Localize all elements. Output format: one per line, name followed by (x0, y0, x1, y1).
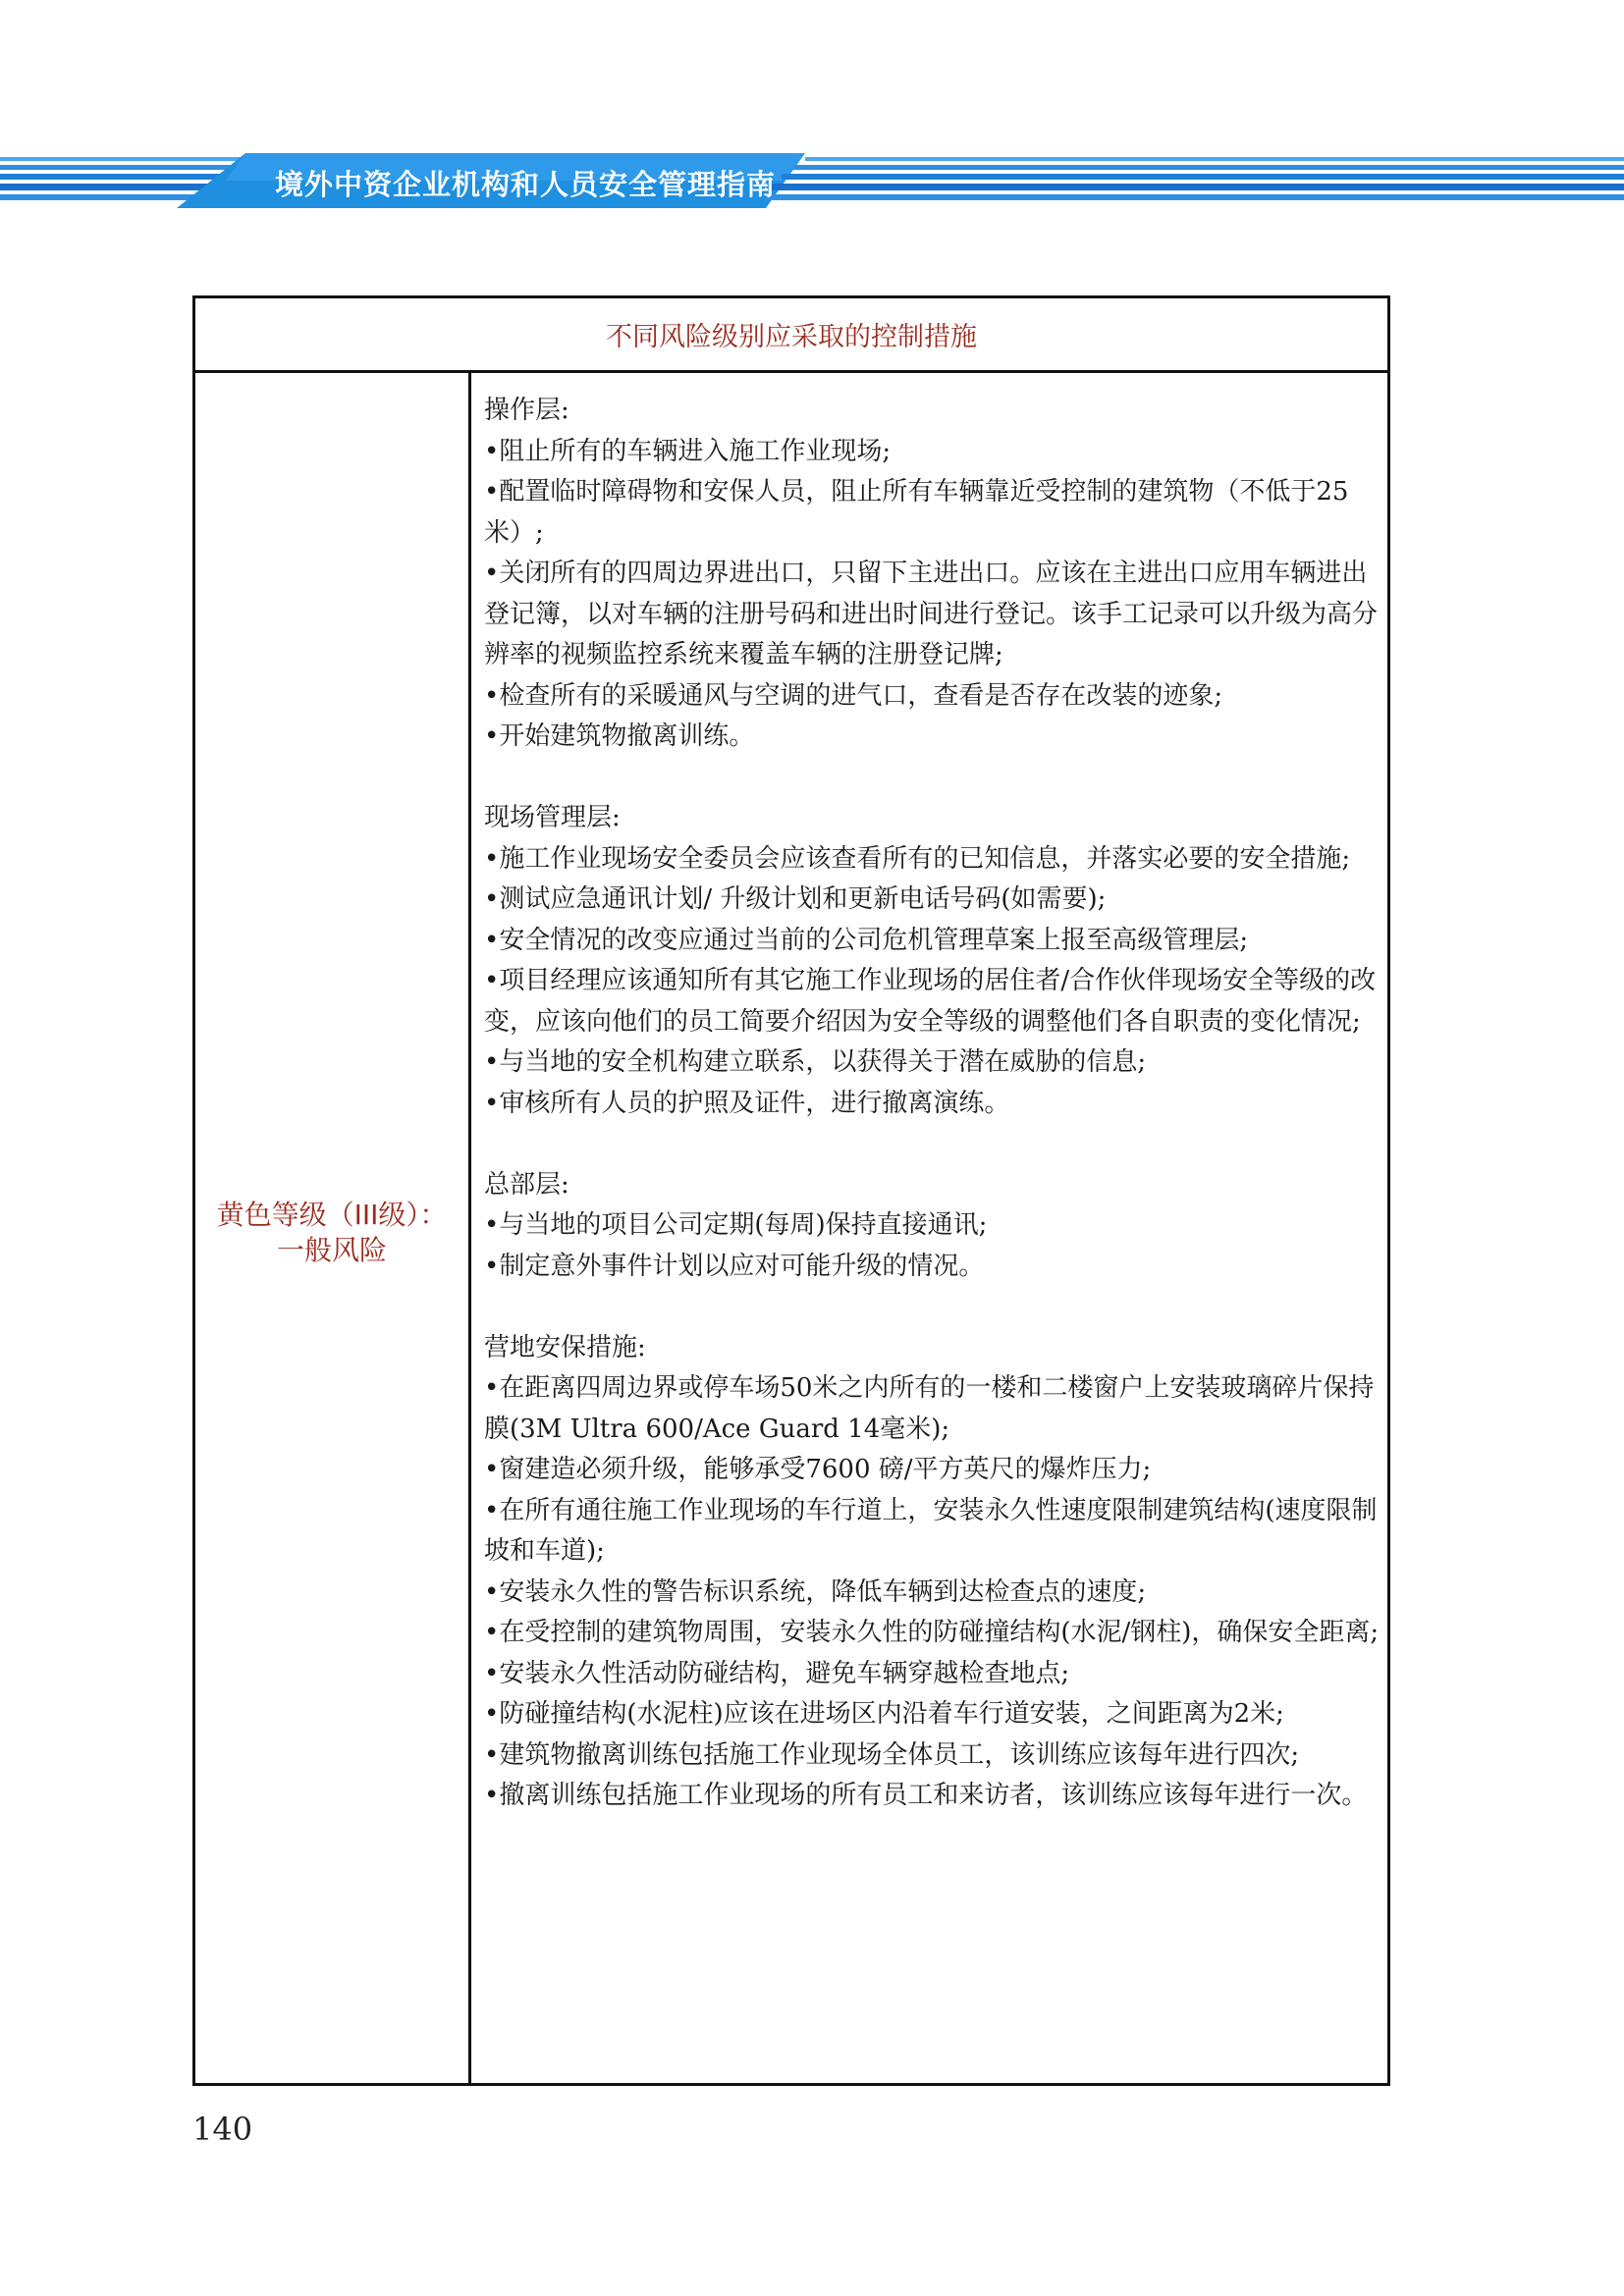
list-item: •关闭所有的四周边界进出口，只留下主进出口。应该在主进出口应用车辆进出登记簿，以对车辆的注册号码和进出时间进行登记。该手工记录可以升级为高分辨率的视频监控系统来覆盖车辆的注册登记牌; (484, 559, 1379, 669)
section-title: 现场管理层: (484, 803, 621, 832)
measures-cell (471, 373, 1387, 2083)
list-item: •测试应急通讯计划/ 升级计划和更新电话号码(如需要); (484, 884, 1107, 914)
section-gap (484, 1287, 1381, 1328)
list-item: •与当地的安全机构建立联系，以获得关于潜在威胁的信息; (484, 1047, 1147, 1077)
list-item: •安全情况的改变应通过当前的公司危机管理草案上报至高级管理层; (484, 925, 1249, 955)
list-item: •在距离四周边界或停车场50米之内所有的一楼和二楼窗户上安装玻璃碎片保持膜(3M Ultra 600/Ace Guard 14毫米); (484, 1373, 1375, 1444)
list-item: •安装永久性的警告标识系统，降低车辆到达检查点的速度; (484, 1576, 1147, 1607)
section-gap (484, 758, 1381, 799)
list-item: •在受控制的建筑物周围，安装永久性的防碰撞结构(水泥/钢柱)，确保安全距离; (484, 1618, 1380, 1647)
section-site-management (484, 798, 1381, 1124)
list-item: •项目经理应该通知所有其它施工作业现场的居住者/合作伙伴现场安全等级的改变，应该向他们的员工简要介绍因为安全等级的调整他们各自职责的变化情况; (484, 966, 1377, 1037)
section-gap (484, 1124, 1381, 1165)
risk-level-label (195, 1198, 468, 1268)
section-title: 操作层: (484, 396, 569, 425)
section-camp-security (484, 1328, 1381, 1817)
header-banner (0, 153, 1624, 208)
list-item: •开始建筑物撤离训练。 (484, 721, 755, 751)
list-item: •撤离训练包括施工作业现场的所有员工和来访者，该训练应该每年进行一次。 (484, 1781, 1368, 1810)
list-item: •建筑物撤离训练包括施工作业现场全体员工，该训练应该每年进行四次; (484, 1739, 1300, 1770)
section-title: 总部层: (484, 1169, 569, 1200)
list-item: •在所有通往施工作业现场的车行道上，安装永久性速度限制建筑结构(速度限制坡和车道); (484, 1495, 1378, 1566)
list-item: •与当地的项目公司定期(每周)保持直接通讯; (484, 1210, 988, 1240)
list-item: •窗建造必须升级，能够承受7600 磅/平方英尺的爆炸压力; (484, 1455, 1152, 1484)
list-item: •检查所有的采暖通风与空调的进气口，查看是否存在改装的迹象; (484, 680, 1223, 711)
table-heading: 不同风险级别应采取的控制措施 (195, 298, 1387, 373)
banner-stripes (0, 153, 1624, 208)
control-measures-table (192, 295, 1390, 2086)
risk-level-line-1: 黄色等级（III级）： (216, 1199, 448, 1231)
list-item: •安装永久性活动防碰结构，避免车辆穿越检查地点; (484, 1658, 1070, 1688)
risk-level-line-2: 一般风险 (276, 1234, 387, 1266)
section-title: 营地安保措施: (484, 1332, 646, 1362)
book-title: 境外中资企业机构和人员安全管理指南 (275, 168, 777, 201)
list-item: •制定意外事件计划以应对可能升级的情况。 (484, 1251, 985, 1281)
list-item: •阻止所有的车辆进入施工作业现场; (484, 436, 892, 466)
section-operations (484, 391, 1381, 758)
section-headquarters (484, 1165, 1381, 1288)
list-item: •防碰撞结构(水泥柱)应该在进场区内沿着车行道安装，之间距离为2米; (484, 1699, 1284, 1729)
page-number: 140 (192, 2110, 253, 2148)
list-item: •配置临时障碍物和安保人员，阻止所有车辆靠近受控制的建筑物（不低于25米）; (484, 477, 1349, 548)
risk-level-cell (195, 373, 471, 2083)
list-item: •审核所有人员的护照及证件，进行撤离演练。 (484, 1088, 1010, 1118)
list-item: •施工作业现场安全委员会应该查看所有的已知信息，并落实必要的安全措施; (484, 843, 1351, 874)
